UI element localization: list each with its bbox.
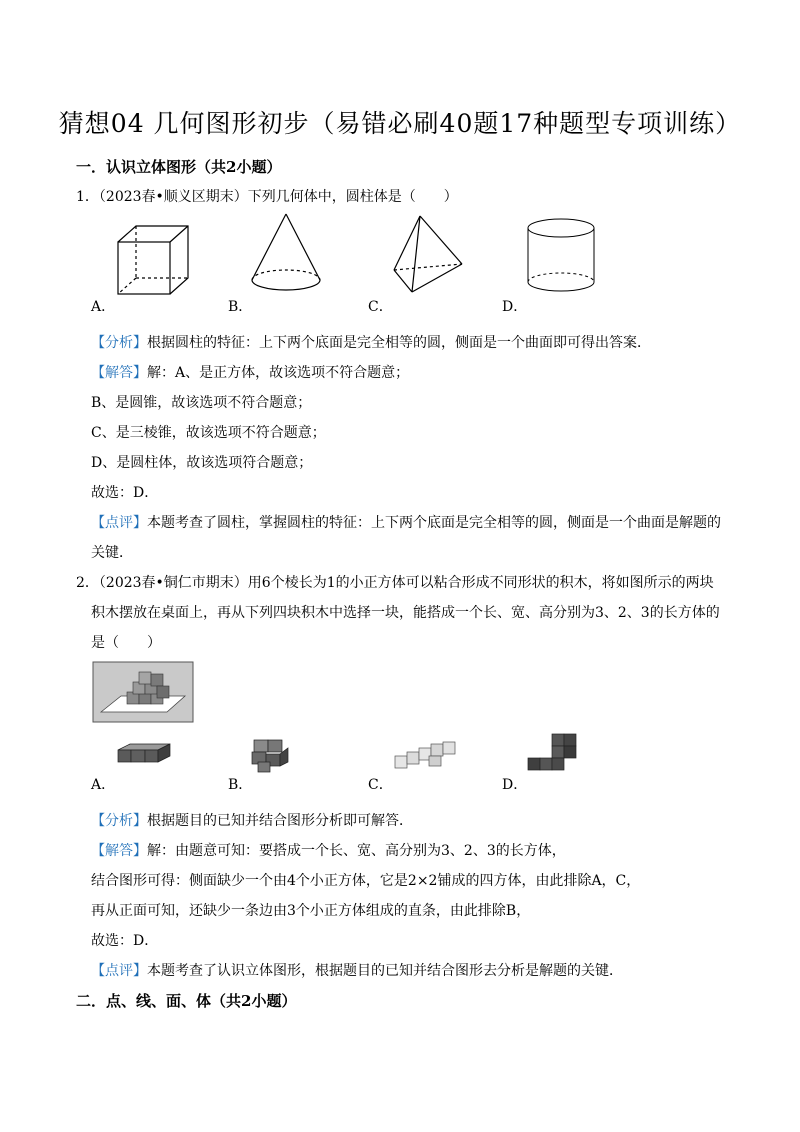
q1-answer-line: D、是圆柱体，故该选项符合题意； (91, 455, 313, 471)
q1-answer-line: B、是圆锥，故该选项不符合题意； (91, 395, 312, 411)
q1-comment-cont: 关键． (91, 545, 133, 561)
q2-comment-text: 本题考查了认识立体图形，根据题目的已知并结合图形去分析是解题的关键． (147, 963, 623, 979)
cube-figure (112, 222, 192, 298)
q2-answer (91, 840, 566, 860)
q2-option-d: D． (502, 777, 528, 793)
q2-answer-tag: 【解答】 (91, 843, 147, 859)
q1-answer-line: 解：A、是正方体，故该选项不符合题意； (147, 365, 410, 381)
section-heading-2: 二．点、线、面、体（共2小题） (76, 992, 297, 1010)
q1-stem (76, 186, 458, 206)
cylinder-figure (524, 216, 598, 296)
q2-comment (91, 960, 623, 980)
q2-analysis-tag: 【分析】 (91, 813, 147, 829)
pyramid-figure (390, 212, 466, 296)
q2-stem-line: 积木摆放在桌面上，再从下列四块积木中选择一块，能搭成一个长、宽、高分别为3、2、3的长方体的 (91, 605, 720, 621)
q2-answer-line: 解：由题意可知：要搭成一个长、宽、高分别为3、2、3的长方体， (147, 843, 566, 859)
q1-option-d: D． (502, 299, 528, 315)
option-b-blocks (248, 736, 292, 776)
q1-option-c: C． (368, 299, 393, 315)
q2-comment-tag: 【点评】 (91, 963, 147, 979)
q1-comment (91, 512, 721, 532)
q1-stem-text: （2023春•顺义区期末）下列几何体中，圆柱体是（ ） (98, 189, 458, 205)
q2-answer-line: 结合图形可得：侧面缺少一个由4个小正方体，它是2×2铺成的四方体，由此排除A，C， (91, 873, 641, 889)
q1-comment-tag: 【点评】 (91, 515, 147, 531)
q2-stem (76, 572, 714, 592)
q2-number: 2． (76, 575, 99, 591)
q2-analysis-text: 根据题目的已知并结合图形分析即可解答． (147, 813, 413, 829)
q1-analysis-tag: 【分析】 (91, 335, 147, 351)
q2-stem-line: 是（ ） (91, 635, 161, 651)
q1-answer-line: 故选：D． (91, 485, 159, 501)
q1-analysis (91, 332, 651, 352)
q2-option-c: C． (368, 777, 393, 793)
option-d-blocks (526, 730, 580, 776)
q1-answer (91, 362, 409, 382)
q1-number: 1． (76, 189, 99, 205)
q1-option-b: B． (228, 299, 253, 315)
q1-analysis-text: 根据圆柱的特征：上下两个底面是完全相等的圆，侧面是一个曲面即可得出答案． (147, 335, 651, 351)
q2-analysis (91, 810, 413, 830)
option-a-blocks (116, 740, 172, 772)
q1-answer-tag: 【解答】 (91, 365, 147, 381)
blocks-photo (93, 662, 193, 722)
q2-stem-line: （2023春•铜仁市期末）用6个棱长为1的小正方体可以粘合形成不同形状的积木，将如图所示的两块 (98, 575, 714, 591)
page-title: 猜想04 几何图形初步（易错必刷40题17种题型专项训练） (58, 109, 742, 138)
q1-comment-text: 本题考查了圆柱，掌握圆柱的特征：上下两个底面是完全相等的圆，侧面是一个曲面是解题的 (147, 515, 721, 531)
section-heading-1: 一．认识立体图形（共2小题） (76, 158, 282, 176)
option-c-blocks (393, 738, 463, 772)
q1-answer-line: C、是三棱锥，故该选项不符合题意； (91, 425, 326, 441)
q2-answer-line: 再从正面可知，还缺少一条边由3个小正方体组成的直条，由此排除B， (91, 903, 531, 919)
q2-option-b: B． (228, 777, 253, 793)
q1-option-a: A． (91, 299, 116, 315)
q2-answer-line: 故选：D． (91, 933, 159, 949)
cone-figure (248, 212, 324, 294)
q2-option-a: A． (91, 777, 116, 793)
